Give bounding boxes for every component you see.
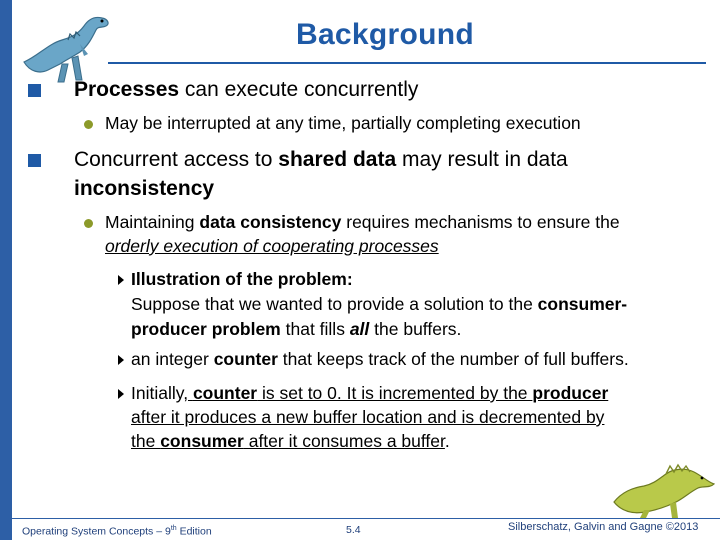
title-divider <box>108 62 706 64</box>
round-bullet-icon <box>84 219 93 228</box>
dinosaur-footer-icon <box>610 462 718 518</box>
footer-book-title: Operating System Concepts – 9th Edition <box>22 525 212 538</box>
detail-1-title: Illustration of the problem: <box>131 269 353 289</box>
detail-1-line-2: Suppose that we wanted to provide a solution to the consumer- <box>131 294 628 314</box>
triangle-bullet-icon <box>118 275 124 285</box>
bullet-1-sub-1: May be interrupted at any time, partially completing execution <box>105 113 581 133</box>
bullet-2-sub-1-line-1: Maintaining data consistency requires mechanisms to ensure the <box>105 212 620 232</box>
footer-page-number: 5.4 <box>346 524 361 536</box>
footer-divider <box>10 518 720 519</box>
bullet-2-line-2: inconsistency <box>74 177 215 200</box>
triangle-bullet-icon <box>118 389 124 399</box>
round-bullet-icon <box>84 120 93 129</box>
detail-2-text: an integer counter that keeps track of the number of full buffers. <box>131 349 629 369</box>
bullet-2-sub-1-line-2: orderly execution of cooperating processes <box>105 236 439 256</box>
left-accent-bar <box>0 0 12 540</box>
bullet-1-text: Processes can execute concurrently <box>74 78 419 101</box>
footer-copyright: Silberschatz, Galvin and Gagne ©2013 <box>508 521 699 533</box>
detail-3-line-1: Initially, counter is set to 0. It is incremented by the producer <box>131 383 609 403</box>
detail-3-line-2: after it produces a new buffer location and is decremented by <box>131 407 605 427</box>
slide-title: Background <box>295 18 475 51</box>
detail-3-line-3: the consumer after it consumes a buffer. <box>131 431 450 451</box>
bullet-2-line-1: Concurrent access to shared data may result in data <box>74 148 568 171</box>
triangle-bullet-icon <box>118 355 124 365</box>
square-bullet-icon <box>28 154 41 167</box>
detail-1-line-3: producer problem that fills all the buffers. <box>131 319 462 339</box>
square-bullet-icon <box>28 84 41 97</box>
dinosaur-logo-icon <box>18 4 128 86</box>
